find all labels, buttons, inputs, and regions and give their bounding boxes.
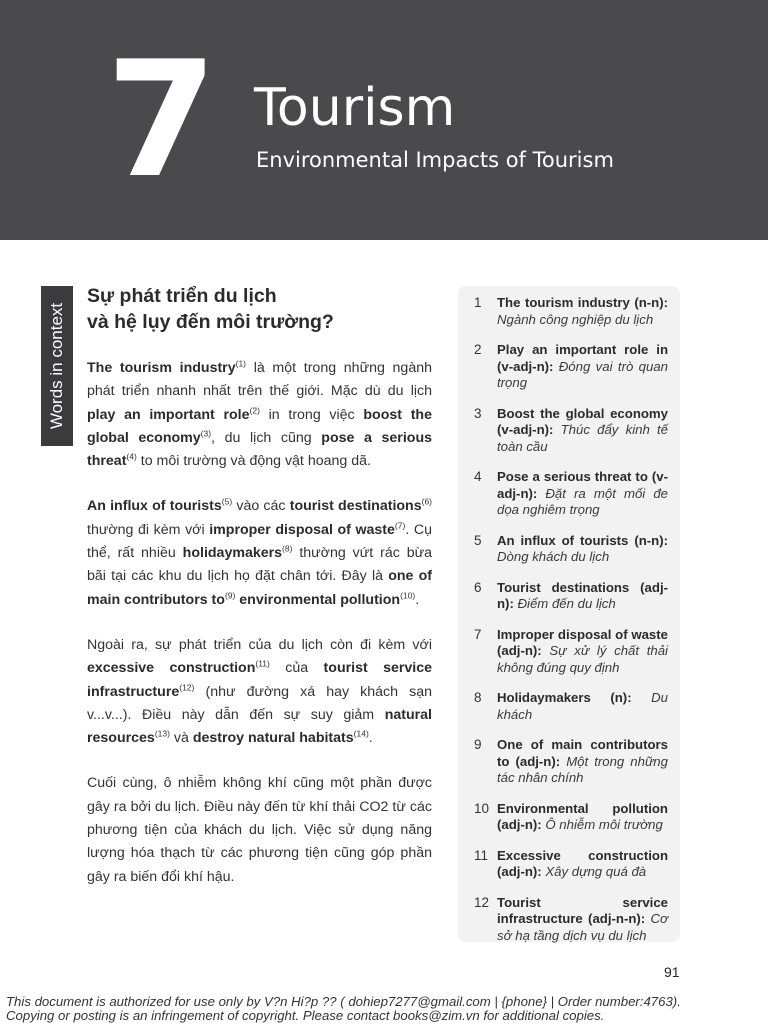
footnote-ref: (6) [421, 496, 433, 507]
key-phrase: pose a serious threat [87, 429, 432, 470]
footnote-ref: (2) [249, 404, 260, 415]
key-phrase: tourist service infrastructure [87, 660, 432, 700]
article-title-line2: và hệ lụy đến môi trường? [87, 311, 334, 333]
vocab-number: 1 [474, 295, 482, 310]
paragraph-text: Cuối cùng, ô nhiễm không khí cũng một phần được gây ra bởi du lịch. Điều này đến từ khí thải CO2 từ các phương tiện của khách du lịch. Việc sử dụng năng lượng hóa thạch từ các phương tiện cũng góp phần gây ra biến đổi khí hậu. [87, 775, 432, 885]
article-paragraph [87, 357, 432, 473]
vocab-meaning: Điểm đến du lịch [517, 596, 616, 611]
paragraph-text: . [415, 591, 420, 608]
vocab-item [470, 627, 668, 677]
key-phrase: one of main contributors to [87, 568, 432, 608]
chapter-header [0, 0, 768, 240]
key-phrase: boost the global economy [87, 406, 432, 446]
key-phrase: play an important role [87, 406, 250, 423]
paragraph-text: thường vứt rác bừa bãi tại các khu du lịch họ đặt chân tới. Đây là [87, 545, 433, 585]
vocab-number: 7 [474, 626, 482, 642]
vocab-meaning: Xây dựng quá đà [545, 864, 647, 879]
footnote-ref: (10) [400, 589, 416, 600]
vocab-meaning: Đóng vai trò quan trọng [497, 358, 668, 390]
article [87, 283, 432, 911]
article-paragraph [87, 495, 432, 611]
footnote-ref: (14) [353, 728, 369, 739]
key-phrase: An influx of tourists [87, 498, 222, 515]
paragraph-text: , du lịch cũng [211, 429, 322, 446]
paragraph-text: in trong việc [259, 406, 364, 423]
vocab-term: The tourism industry (n-n): [497, 295, 668, 310]
vocab-item [470, 406, 668, 456]
footnote-ref: (3) [200, 428, 212, 439]
vocab-item [470, 801, 668, 834]
vocab-number: 10 [474, 800, 490, 816]
footnote-ref: (1) [235, 358, 246, 369]
chapter-subtitle: Environmental Impacts of Tourism [256, 148, 614, 172]
paragraph-text: thường đi kèm với [87, 521, 210, 538]
vocab-meaning: Ngành công nghiệp du lịch [497, 311, 654, 327]
footer-line-2: Copying or posting is an infringement of copyright. Please contact books@zim.vn for additional copies. [6, 1008, 605, 1023]
chapter-number: 7 [106, 26, 212, 213]
key-phrase: improper disposal of waste [209, 521, 395, 538]
copyright-footer [6, 995, 766, 1023]
vocab-item [470, 342, 668, 392]
key-phrase: holidaymakers [182, 545, 283, 562]
vocab-term: Environmental pollution (adj-n): [497, 800, 668, 832]
article-paragraph [87, 772, 432, 888]
article-body [87, 357, 432, 889]
key-phrase: natural resources [87, 706, 432, 747]
vocab-meaning: Cơ sở hạ tầng dịch vụ du lịch [497, 911, 668, 943]
paragraph-text: vào các [232, 498, 290, 515]
page-number: 91 [664, 964, 680, 980]
vocab-term: Improper disposal of waste (adj-n): [497, 626, 668, 658]
paragraph-text: . Cụ thể, rất nhiều [87, 521, 432, 562]
paragraph-text: và [169, 730, 193, 747]
key-phrase: environmental pollution [239, 591, 401, 608]
vocab-term: Pose a serious threat to (v-adj-n): [497, 469, 668, 501]
vocab-term: Boost the global economy (v-adj-n): [497, 405, 668, 437]
vocab-meaning: Thúc đẩy kinh tế toàn cầu [497, 422, 668, 454]
paragraph-text: to môi trường và động vật hoang dã. [136, 453, 371, 470]
vocab-term: Holidaymakers (n): [497, 690, 632, 705]
article-title-line1: Sự phát triển du lịch [87, 285, 277, 307]
vocab-item [470, 295, 668, 328]
vocab-number: 5 [474, 532, 482, 548]
paragraph-text: của [269, 660, 324, 677]
vocab-term: Tourist service infrastructure (adj-n-n): [497, 894, 668, 926]
vocab-meaning: Du khách [497, 690, 668, 722]
footnote-ref: (11) [255, 658, 270, 669]
key-phrase: excessive construction [87, 660, 256, 677]
vocab-number: 9 [474, 737, 482, 752]
paragraph-text: Ngoài ra, sự phát triển của du lịch còn đi kèm với [87, 636, 432, 653]
vocab-item [470, 848, 668, 881]
words-in-context-tab [41, 286, 73, 446]
vocab-number: 11 [474, 847, 489, 863]
chapter-title: Tourism [254, 78, 456, 138]
footer-line-1: This document is authorized for use only by V?n Hi?p ?? ( dohiep7277@gmail.com | {phone} | Order number:4763). [6, 994, 681, 1009]
footnote-ref: (8) [282, 543, 293, 554]
vocab-number: 6 [474, 579, 482, 595]
footnote-ref: (9) [224, 589, 236, 600]
key-phrase: tourist destinations [289, 498, 422, 515]
vocab-term: Play an important role in (v-adj-n): [497, 342, 668, 374]
footnote-ref: (13) [154, 728, 170, 739]
vocab-number: 3 [474, 405, 482, 421]
side-tab-label: Words in context [47, 302, 66, 430]
key-phrase: The tourism industry [87, 360, 236, 376]
vocab-meaning: Dòng khách du lịch [497, 549, 610, 564]
vocab-meaning: Một trong những tác nhân chính [497, 753, 668, 785]
vocab-number: 12 [474, 894, 490, 910]
vocab-meaning: Đặt ra một mối đe dọa nghiêm trọng [497, 485, 668, 517]
vocab-term: One of main contributors to (adj-n): [497, 737, 668, 769]
footnote-ref: (12) [179, 681, 195, 692]
vocab-meaning: Ô nhiễm môi trường [545, 817, 663, 832]
vocab-term: Excessive construction (adj-n): [497, 847, 668, 879]
vocab-item [470, 580, 668, 613]
vocabulary-box [458, 286, 680, 942]
vocab-term: An influx of tourists (n-n): [497, 532, 668, 548]
paragraph-text: . [368, 730, 373, 747]
paragraph-text: (như đường xá hay khách sạn v...v...). Điều này dẫn đến sự suy giảm [87, 683, 432, 723]
vocab-meaning: Sự xử lý chất thải không đúng quy định [497, 643, 668, 675]
vocab-item [470, 895, 668, 945]
footnote-ref: (7) [394, 520, 406, 531]
key-phrase: destroy natural habitats [192, 730, 354, 747]
vocab-number: 8 [474, 690, 482, 705]
paragraph-text: là một trong những ngành phát triển nhanh nhất trên thế giới. Mặc dù du lịch [87, 360, 432, 400]
vocab-term: Tourist destinations (adj-n): [497, 579, 668, 611]
vocab-item [470, 469, 668, 519]
vocab-number: 2 [474, 342, 482, 357]
article-paragraph [87, 634, 432, 750]
article-title [87, 283, 432, 335]
vocab-item [470, 533, 668, 566]
vocab-item [470, 690, 668, 723]
vocab-number: 4 [474, 469, 482, 484]
vocab-item [470, 737, 668, 787]
footnote-ref: (5) [221, 496, 233, 507]
footnote-ref: (4) [126, 451, 137, 462]
